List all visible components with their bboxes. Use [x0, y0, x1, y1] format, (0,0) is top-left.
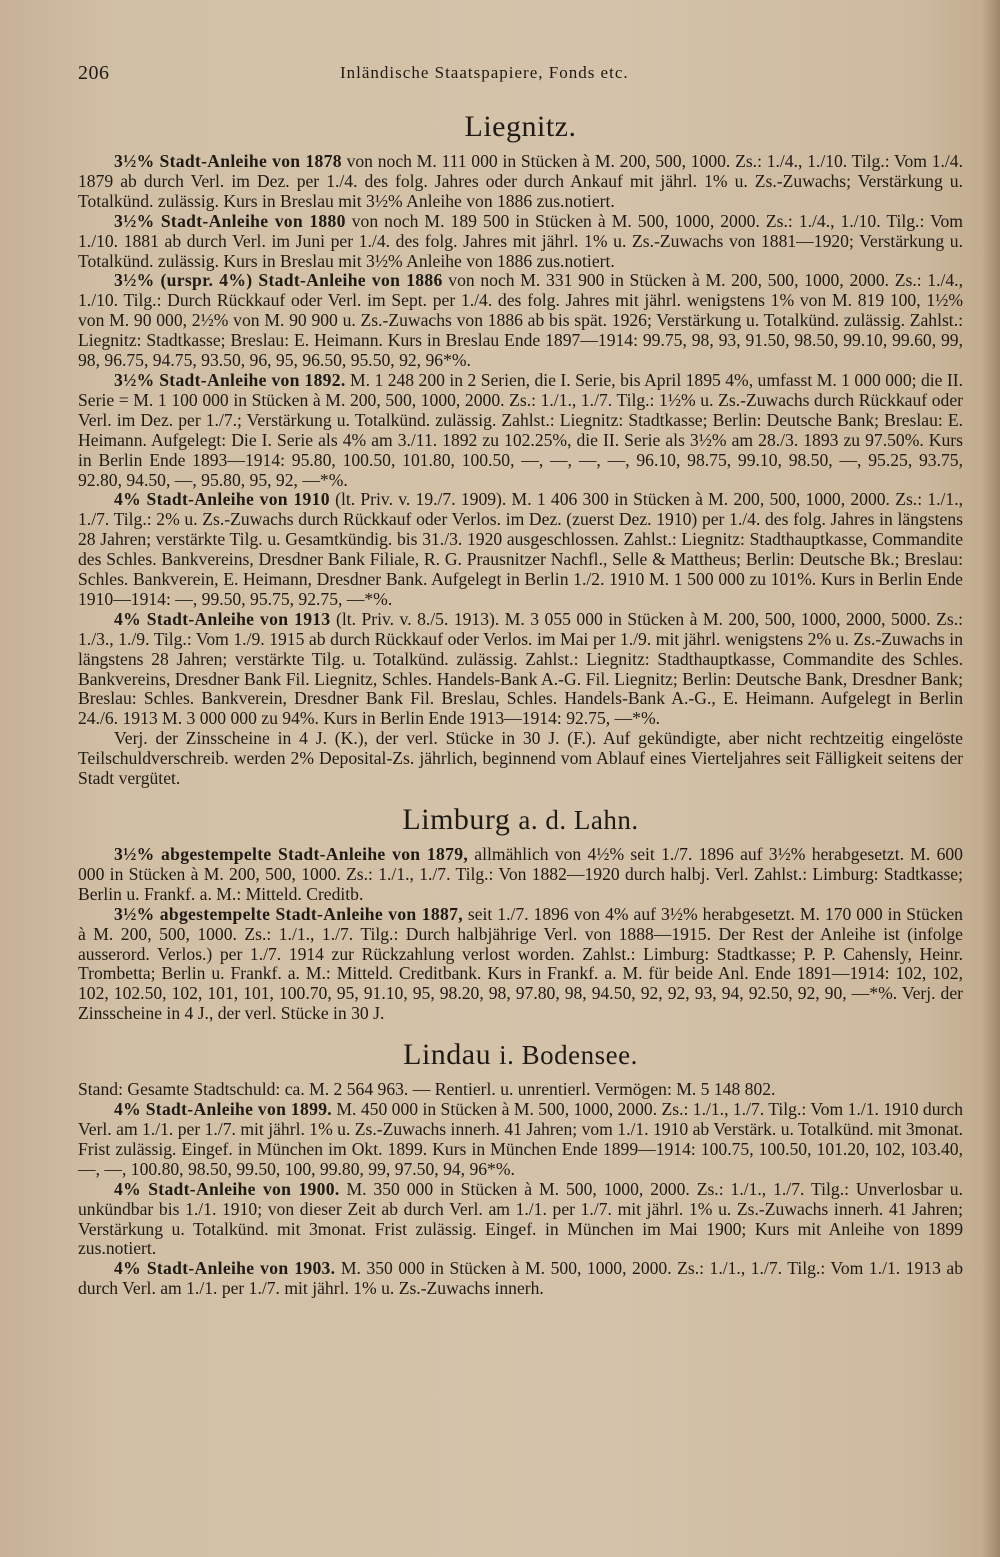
- section-title: [78, 110, 963, 144]
- section-title: [78, 803, 963, 837]
- section-lindau: [78, 1038, 963, 1299]
- bond-entry: [78, 1180, 963, 1260]
- bond-entry: [78, 212, 963, 272]
- bond-heading: 4% Stadt-Anleihe von 1910: [114, 489, 330, 510]
- bond-entry: [78, 490, 963, 609]
- bond-text: seit 1./7. 1896 von 4% auf 3½% herabgesetzt. M. 170 000 in Stücken à M. 200, 500, 1000. Zs.: 1./1., 1./7. Tilg.: Durch halbjährige Verl. von 1888—1915. Der Rest der Anleihe ist (infolge ausserord. Verlos.) per 1./7. 1914 zur Rückzahlung verlost worden. Zahlst.: Limburg: Stadtkasse; P. P. Cahensly, Heinr. Trombetta; Berlin u. Frankf. a. M.: Mitteld. Creditbank. Kurs in Frankf. a. M. für beide Anl. Ende 1891—1914: 102, 102, 102, 102.50, 102, 101, 101, 100.70, 95, 91.10, 95, 98.20, 98, 97.80, 98, 94.50, 92, 92, 93, 94, 92.50, 92, 90, —*%. Verj. der Zinsscheine in 4 J., der verl. Stücke in 30 J.: [78, 903, 963, 1024]
- bond-heading: 3½% Stadt-Anleihe von 1878: [114, 151, 342, 171]
- page-header: [78, 62, 940, 86]
- bond-heading: 3½% Stadt-Anleihe von 1892.: [114, 369, 346, 390]
- note-text: Verj. der Zinsscheine in 4 J. (K.), der verl. Stücke in 30 J. (F.). Auf gekündigte, aber nicht rechtzeitig eingelöste Teilschuldverschreib. werden 2% Deposital-Zs. jährlich, beginnend vom Ablauf eines Vierteljahres seit Fälligkeit seitens der Stadt vergütet.: [78, 728, 963, 789]
- bond-text: M. 1 248 200 in 2 Serien, die I. Serie, bis April 1895 4%, umfasst M. 1 000 000; die II. Serie = M. 1 100 000 in Stücken à M. 200, 500, 1000, 2000. Zs.: 1./1., 1./7. Tilg.: 1½% u. Zs.-Zuwachs durch Rückkauf oder Verl. im Dez. per 1./7.; Verstärkung u. Totalkünd. zulässig. Zahlst.: Liegnitz: Stadtkasse; Berlin: Deutsche Bank; Breslau: E. Heimann. Aufgelegt: Die I. Serie als 4% am 3./11. 1892 zu 102.25%, die II. Serie als 3½% am 28./3. 1893 zu 97.50%. Kurs in Berlin Ende 1893—1914: 95.80, 100.50, 101.80, 100.50, —, —, —, —, 96.10, 98.75, 99.10, 98.50, —, 95.25, 93.75, 92.80, 94.50, —, 95.80, 95, 92, —*%.: [78, 369, 963, 490]
- bond-heading: 3½% Stadt-Anleihe von 1880: [114, 210, 346, 231]
- bond-text: M. 450 000 in Stücken à M. 500, 1000, 2000. Zs.: 1./1., 1./7. Tilg.: Vom 1./1. 1910 durch Verl. am 1./1. per 1./7. mit jährl. 1% u. Zs.-Zuwachs innerh. 41 Jahren; vom 1./1. 1910 ab Verstärk. u. Totalkünd. mit 3monat. Frist zulässig. Eingef. in München im Okt. 1899. Kurs in München Ende 1899—1914: 100.75, 100.50, 101.20, 102, 103.40, —, —, 100.80, 98.50, 99.50, 100, 99.80, 99, 97.50, 94, 96*%.: [78, 1099, 963, 1179]
- bond-heading: 4% Stadt-Anleihe von 1913: [114, 608, 331, 629]
- bond-entry: [78, 845, 963, 905]
- note-paragraph: [78, 729, 963, 789]
- running-title: Inländische Staatspapiere, Fonds etc.: [340, 63, 629, 82]
- bond-text: M. 350 000 in Stücken à M. 500, 1000, 2000. Zs.: 1./1., 1./7. Tilg.: Vom 1./1. 1913 ab durch Verl. am 1./1. per 1./7. mit jährl. 1% u. Zs.-Zuwachs innerh.: [78, 1258, 964, 1299]
- bond-entry: [78, 610, 963, 729]
- bond-heading: 3½% abgestempelte Stadt-Anleihe von 1879,: [114, 844, 469, 864]
- bond-heading: 4% Stadt-Anleihe von 1899.: [114, 1099, 332, 1120]
- status-line: [78, 1080, 963, 1100]
- status-text: Stand: Gesamte Stadtschuld: ca. M. 2 564 963. — Rentierl. u. unrentierl. Vermögen: M. 5 148 802.: [78, 1079, 776, 1100]
- bond-text: (lt. Priv. v. 8./5. 1913). M. 3 055 000 in Stücken à M. 200, 500, 1000, 2000, 5000. Zs.: 1./3., 1./9. Tilg.: Vom 1./9. 1915 ab durch Rückkauf oder Verlos. im Mai per 1./9. mit jährl. wenigstens 2% u. Zs.-Zuwachs in längstens 28 Jahren; verstärkte Tilg. u. Totalkünd. zulässig. Zahlst.: Liegnitz: Stadthauptkasse, Commandite des Schles. Bankvereins, Dresdner Bank Fil. Liegnitz, Schles. Handels-Bank A.-G. Fil. Liegnitz; Berlin: Deutsche Bank, Dresdner Bank; Breslau: Schles. Bankverein, Dresdner Bank Fil. Breslau, Schles. Handels-Bank A.-G., E. Heimann. Aufgelegt in Berlin 24./6. 1913 M. 3 000 000 zu 94%. Kurs in Berlin Ende 1913—1914: 92.75, —*%.: [78, 608, 963, 729]
- bond-text: M. 350 000 in Stücken à M. 500, 1000, 2000. Zs.: 1./1., 1./7. Tilg.: Unverlosbar u. unkündbar bis 1./1. 1910; von dieser Zeit ab durch Verl. am 1./1. per 1./7. mit jährl. 1% u. Zs.-Zuwachs innerh. 41 Jahren; Verstärkung u. Totalkünd. mit 3monat. Frist zulässig. Eingef. in München im Mai 1900; Kurs mit Anleihe von 1899 zus.notiert.: [78, 1178, 963, 1259]
- bond-heading: 4% Stadt-Anleihe von 1900.: [114, 1178, 340, 1199]
- section-limburg: [78, 803, 963, 1024]
- bond-entry: [78, 271, 963, 371]
- bond-heading: 4% Stadt-Anleihe von 1903.: [114, 1258, 336, 1279]
- bond-text: von noch M. 331 900 in Stücken à M. 200, 500, 1000, 2000. Zs.: 1./4., 1./10. Tilg.: Durch Rückkauf oder Verl. im Sept. per 1./4. des folg. Jahres mit jährl. wenigstens 1% von M. 819 100, 1½% von M. 90 000, 2½% von M. 90 900 u. Zs.-Zuwachs von 1886 ab bis spät. 1926; Verstärkung u. Totalkünd. zulässig. Zahlst.: Liegnitz: Stadtkasse; Breslau: E. Heimann. Kurs in Breslau Ende 1897—1914: 99.75, 98, 93, 91.50, 98.50, 99.10, 99.60, 99, 98, 96.75, 94.75, 93.50, 96, 95, 96.50, 95.50, 92, 96*%.: [78, 270, 963, 371]
- bond-text: (lt. Priv. v. 19./7. 1909). M. 1 406 300 in Stücken à M. 200, 500, 1000, 2000. Zs.: 1./1., 1./7. Tilg.: 2% u. Zs.-Zuwachs durch Rückkauf oder Verlos. im Dez. (zuerst Dez. 1910) per 1./4. des folg. Jahres in längstens 28 Jahren; verstärkte Tilg. u. Gesamtkündig. bis 31./3. 1920 ausgeschlossen. Zahlst.: Liegnitz: Stadthauptkasse, Commandite des Schles. Bankvereins, Dresdner Bank Filiale, R. G. Prausnitzer Nachfl., Selle & Mattheus; Berlin: Deutsche Bk.; Breslau: Schles. Bankverein, E. Heimann, Dresdner Bank. Aufgelegt in Berlin 1./2. 1910 M. 1 500 000 zu 101%. Kurs in Berlin Ende 1910—1914: —, 99.50, 95.75, 92.75, —*%.: [78, 489, 964, 609]
- bond-text: von noch M. 111 000 in Stücken à M. 200, 500, 1000. Zs.: 1./4., 1./10. Tilg.: Vom 1./4. 1879 ab durch Verl. im Dez. per 1./4. des folg. Jahres oder durch Ankauf mit jährl. 1% u. Zs.-Zuwachs; Verstärkung u. Totalkünd. zulässig. Kurs in Breslau mit 3½% Anleihe von 1886 zus.notiert.: [78, 151, 964, 211]
- page-number: 206: [78, 62, 110, 84]
- bond-heading: 3½% abgestempelte Stadt-Anleihe von 1887,: [114, 903, 463, 924]
- section-title-text: Limburg: [402, 803, 511, 836]
- bond-text: allmählich von 4½% seit 1./7. 1896 auf 3½% herabgesetzt. M. 600 000 in Stücken à M. 200, 500, 1000. Zs.: 1./1., 1./7. Tilg.: Von 1882—1920 durch halbj. Verl. Zahlst.: Limburg: Stadtkasse; Berlin u. Frankf. a. M.: Mitteld. Creditb.: [78, 844, 963, 904]
- page-edge-shadow: [982, 0, 1000, 1557]
- section-title-text: Lindau: [403, 1038, 492, 1072]
- bond-entry: [78, 1100, 963, 1180]
- bond-entry: [78, 905, 963, 1024]
- bond-entry: [78, 1259, 963, 1299]
- bond-entry: [78, 152, 963, 212]
- bond-entry: [78, 371, 963, 490]
- page-content: [78, 100, 963, 1299]
- bond-text: von noch M. 189 500 in Stücken à M. 500, 1000, 2000. Zs.: 1./4., 1./10. Tilg.: Vom 1./10. 1881 ab durch Verl. im Juni per 1./4. des folg. Jahres mit jährl. 1% u. Zs.-Zuwachs von 1881—1920; Verstärkung u. Totalkünd. zulässig. Kurs in Breslau mit 3½% Anleihe von 1886 zus.notiert.: [78, 210, 963, 271]
- section-subtitle: i. Bodensee.: [499, 1040, 638, 1071]
- section-subtitle: a. d. Lahn.: [518, 805, 639, 835]
- section-title-text: Liegnitz.: [464, 110, 577, 143]
- bond-heading: 3½% (urspr. 4%) Stadt-Anleihe von 1886: [114, 270, 443, 291]
- section-title: [78, 1038, 963, 1072]
- section-liegnitz: [78, 110, 963, 789]
